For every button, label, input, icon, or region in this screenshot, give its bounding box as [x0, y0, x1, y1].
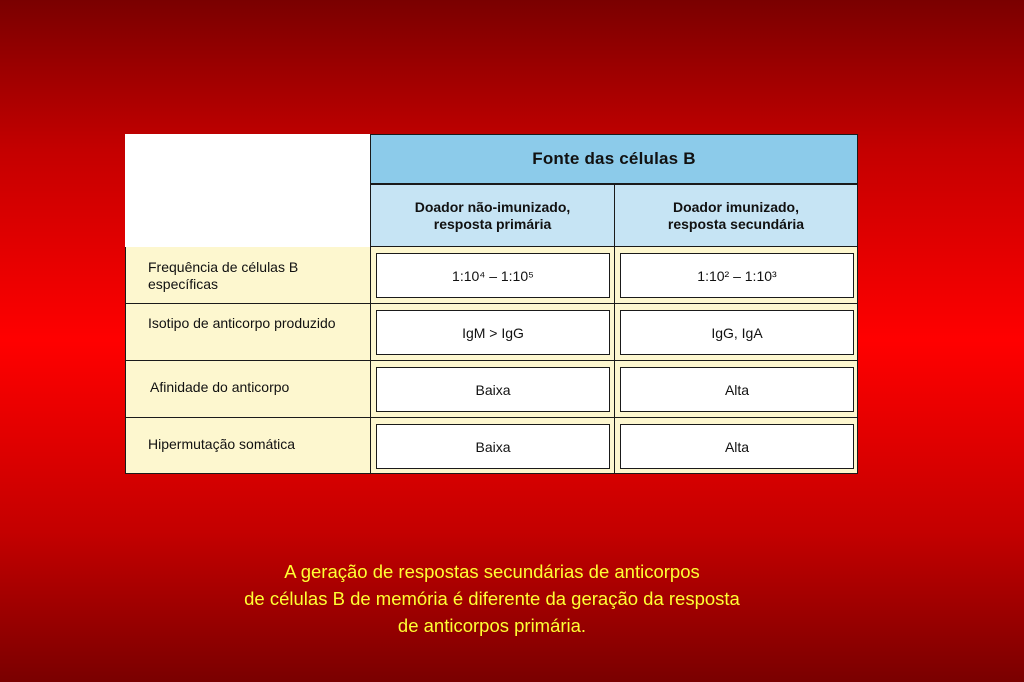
cell-isotype-secondary: IgG, IgA: [620, 310, 854, 355]
column-header-secondary: [614, 184, 858, 247]
caption: [120, 558, 864, 639]
column-header-primary: [370, 184, 615, 247]
caption-line-1: A geração de respostas secundárias de anticorpos: [284, 561, 700, 582]
row-label-isotype: Isotipo de anticorpo produzido: [148, 314, 336, 331]
cell-affinity-secondary: Alta: [620, 367, 854, 412]
cell-affinity-primary: Baixa: [376, 367, 610, 412]
row-divider: [126, 417, 857, 418]
cell-frequency-primary: 1:10⁴ – 1:10⁵: [376, 253, 610, 298]
row-divider: [126, 360, 857, 361]
column-header-primary-line1: Doador não-imunizado,: [414, 198, 571, 215]
caption-line-3: de anticorpos primária.: [397, 615, 587, 636]
row-label-affinity: Afinidade do anticorpo: [150, 378, 290, 395]
row-divider: [126, 303, 857, 304]
cell-hypermutation-primary: Baixa: [376, 424, 610, 469]
table-body: [125, 247, 858, 474]
column-header-secondary-line2: resposta secundária: [667, 215, 805, 232]
cell-frequency-secondary: 1:10² – 1:10³: [620, 253, 854, 298]
comparison-table: [125, 134, 859, 474]
row-label-hypermutation: Hipermutação somática: [148, 435, 296, 452]
cell-hypermutation-secondary: Alta: [620, 424, 854, 469]
column-header-primary-line2: resposta primária: [433, 215, 552, 232]
cell-isotype-primary: IgM > IgG: [376, 310, 610, 355]
table-title: Fonte das células B: [370, 134, 858, 184]
column-header-secondary-line1: Doador imunizado,: [672, 198, 799, 215]
row-label-frequency: Frequência de células B específicas: [148, 258, 299, 292]
caption-line-2: de células B de memória é diferente da geração da resposta: [244, 588, 740, 609]
table-corner-blank: [125, 134, 370, 247]
